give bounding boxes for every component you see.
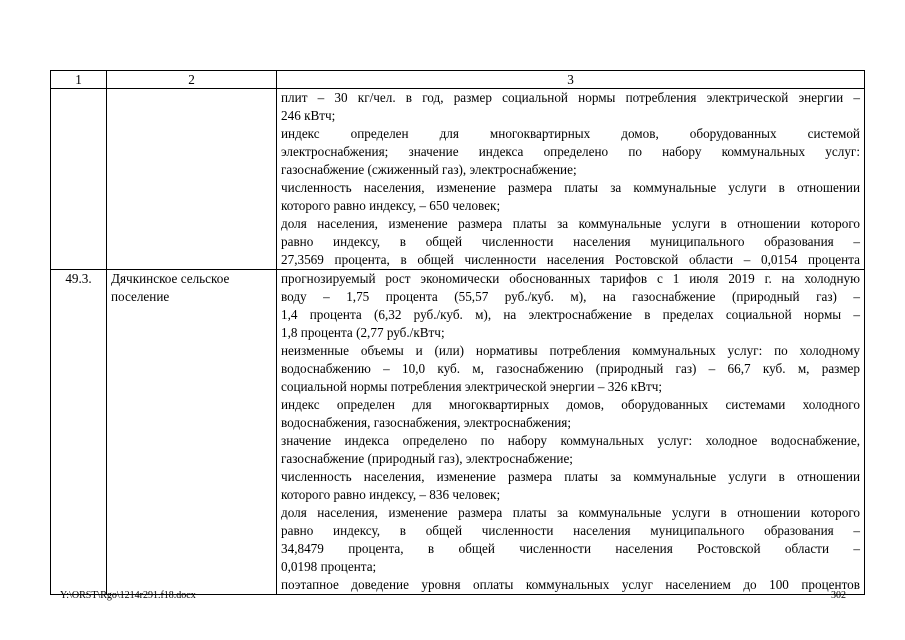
document-table (50, 70, 865, 595)
header-col-1: 1 (51, 71, 107, 89)
text-line: социальной нормы потребления электрической энергии – 326 кВтч; (281, 379, 663, 394)
text-line: индекс определен для многоквартирных домов, оборудованных системой (281, 126, 860, 141)
footer-file-path: Y:\ORST\Rgo\1214r291.f18.docx (60, 590, 196, 601)
text-line: доля населения, изменение размера платы за коммунальные услуги в отношении которого (281, 216, 860, 231)
paragraph (281, 179, 860, 215)
paragraph (281, 270, 860, 342)
text-line: равно индексу, в общей численности населения муниципального образования – (281, 523, 860, 538)
text-line: 1,8 процента (2,77 руб./кВтч; (281, 325, 445, 340)
text-line: значение индекса определено по набору коммунальных услуг: холодное водоснабжение, (281, 433, 860, 448)
text-line: доля населения, изменение размера платы за коммунальные услуги в отношении которого (281, 505, 860, 520)
paragraph (281, 125, 860, 179)
text-line: электроснабжения; значение индекса определено по набору коммунальных услуг: (281, 144, 860, 159)
table-header-row (51, 71, 865, 89)
settlement-name (107, 270, 277, 595)
header-col-2: 2 (107, 71, 277, 89)
text-line: водоснабжению – 10,0 куб. м, газоснабжению (природный газ) – 66,7 куб. м, размер (281, 361, 860, 376)
header-col-3: 3 (277, 71, 865, 89)
text-line: воду – 1,75 процента (55,57 руб./куб. м), на газоснабжение (природный газ) – (281, 289, 860, 304)
row-number (51, 89, 107, 270)
text-line: прогнозируемый рост экономически обоснованных тарифов с 1 июля 2019 г. на холодную (281, 271, 860, 286)
paragraph (281, 504, 860, 576)
text-line: поэтапное доведение уровня оплаты коммунальных услуг населением до 100 процентов (281, 577, 860, 592)
text-line: 27,3569 процента, в общей численности населения Ростовской области – 0,0154 процента (281, 252, 860, 267)
text-line: газоснабжение (природный газ), электроснабжение; (281, 451, 573, 466)
page-number: 302 (831, 590, 846, 601)
text-line: водоснабжения, газоснабжения, электроснабжения; (281, 415, 572, 430)
paragraph (281, 396, 860, 432)
text-line: индекс определен для многоквартирных домов, оборудованных системами холодного (281, 397, 860, 412)
paragraph (281, 215, 860, 269)
paragraph (281, 342, 860, 396)
row-description (277, 89, 865, 270)
text-line: неизменные объемы и (или) нормативы потребления коммунальных услуг: по холодному (281, 343, 860, 358)
text-line: которого равно индексу, – 650 человек; (281, 198, 501, 213)
text-line: численность населения, изменение размера платы за коммунальные услуги в отношении (281, 180, 860, 195)
text-line: которого равно индексу, – 836 человек; (281, 487, 501, 502)
settlement-name (107, 89, 277, 270)
text-line: плит – 30 кг/чел. в год, размер социальной нормы потребления электрической энергии – (281, 90, 860, 105)
text-line: 0,0198 процента; (281, 559, 377, 574)
row-description (277, 270, 865, 595)
paragraph (281, 576, 860, 594)
settlement-name-line: Дячкинское сельское (111, 271, 230, 286)
paragraph (281, 432, 860, 468)
text-line: численность населения, изменение размера платы за коммунальные услуги в отношении (281, 469, 860, 484)
table-row (51, 270, 865, 595)
row-number: 49.3. (51, 270, 107, 595)
text-line: 1,4 процента (6,32 руб./куб. м), на электроснабжение в пределах социальной нормы – (281, 307, 860, 322)
text-line: газоснабжение (сжиженный газ), электроснабжение; (281, 162, 577, 177)
text-line: 34,8479 процента, в общей численности населения Ростовской области – (281, 541, 860, 556)
paragraph (281, 468, 860, 504)
settlement-name-line: поселение (111, 289, 170, 304)
table-row (51, 89, 865, 270)
paragraph (281, 89, 860, 125)
text-line: 246 кВтч; (281, 108, 336, 123)
text-line: равно индексу, в общей численности населения муниципального образования – (281, 234, 860, 249)
